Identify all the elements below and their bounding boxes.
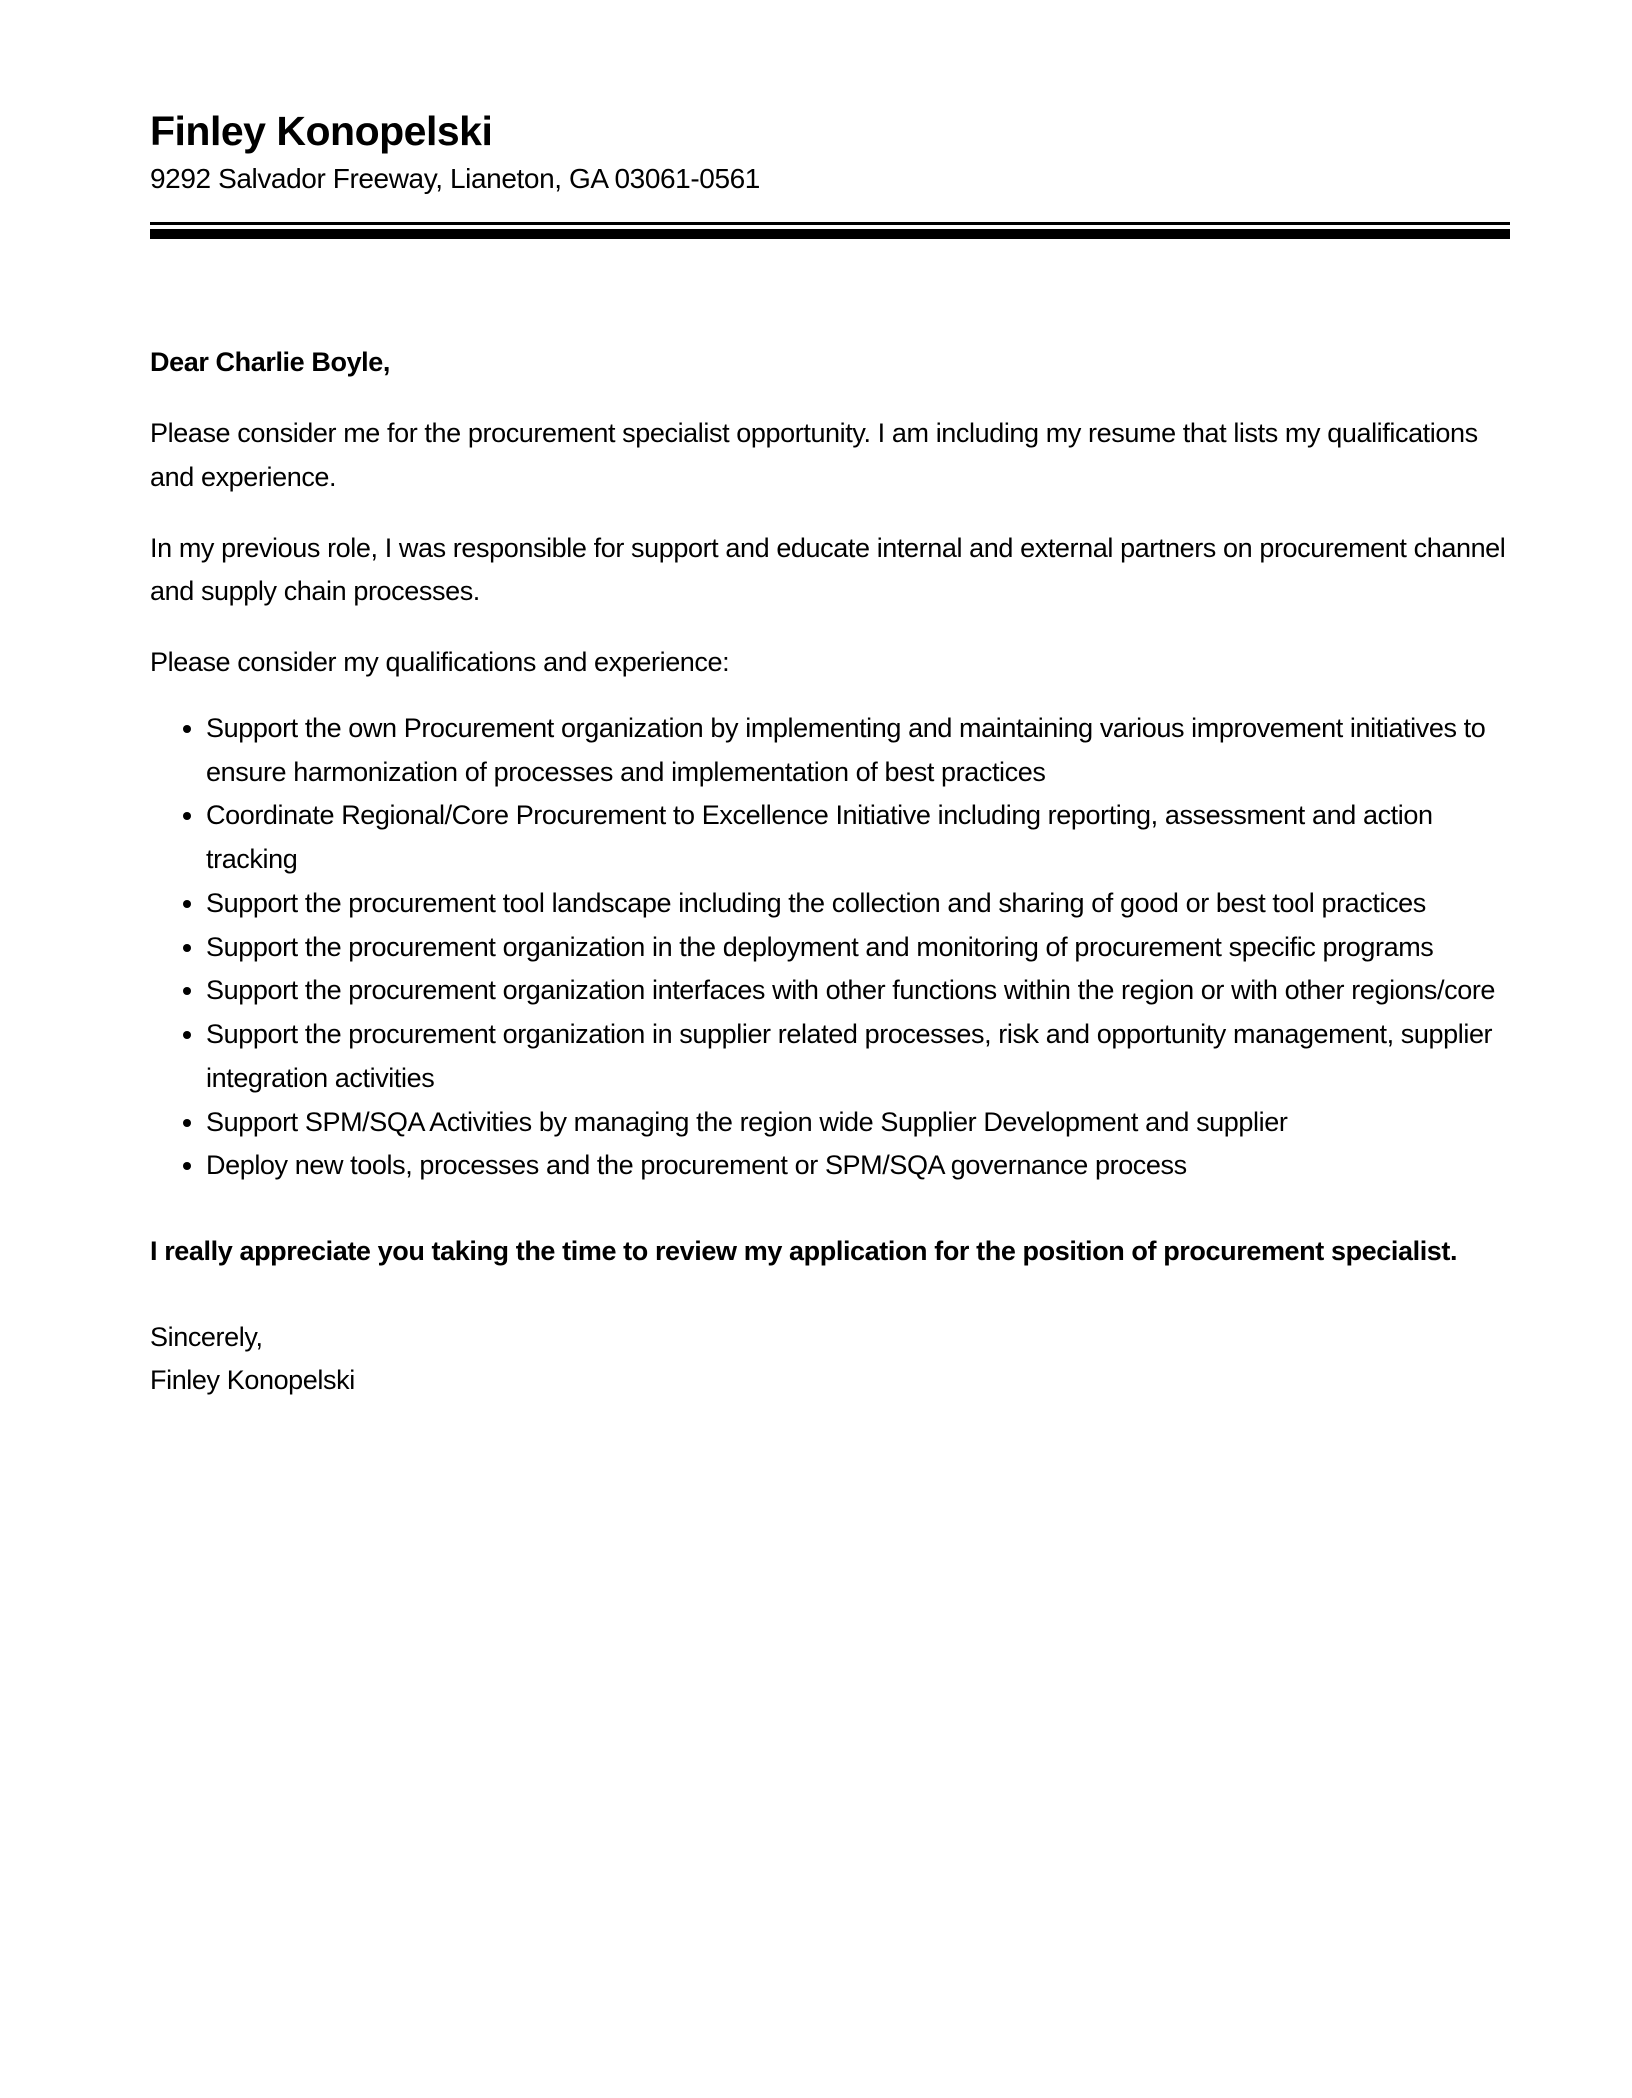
divider-thick-line xyxy=(150,229,1510,239)
qualification-item: • Support the procurement organization in the deployment and monitoring of procurement specific programs xyxy=(206,926,1496,970)
header-divider xyxy=(150,222,1510,239)
signoff: Sincerely, xyxy=(150,1321,263,1352)
paragraph-opening: Please consider me for the procurement specialist opportunity. I am including my resume that lists my qualifications and experience. xyxy=(150,418,1478,492)
letter-body xyxy=(150,341,1510,1404)
qualification-item: • Support SPM/SQA Activities by managing the region wide Supplier Development and supplier xyxy=(206,1101,1496,1145)
qualification-item: • Coordinate Regional/Core Procurement to Excellence Initiative including reporting, assessment and action tracking xyxy=(206,794,1496,881)
qualification-item: • Support the procurement organization in supplier related processes, risk and opportunity management, supplier integration activities xyxy=(206,1013,1496,1100)
letter-header xyxy=(150,108,1510,239)
qualifications-list xyxy=(150,707,1510,1188)
signature-name: Finley Konopelski xyxy=(150,1365,355,1396)
paragraph-previous-role: In my previous role, I was responsible for support and educate internal and external partners on procurement channel and supply chain processes. xyxy=(150,532,1506,607)
qualification-item: • Support the procurement tool landscape including the collection and sharing of good or best tool practices xyxy=(206,882,1496,926)
qualification-item: • Support the procurement organization interfaces with other functions within the region or with other regions/core xyxy=(206,969,1496,1013)
divider-thin-line xyxy=(150,222,1510,225)
closing-emphasis: I really appreciate you taking the time to review my application for the position of procurement specialist. xyxy=(150,1236,1458,1267)
sender-name: Finley Konopelski xyxy=(150,108,493,154)
paragraph-qualifications-lead: Please consider my qualifications and experience: xyxy=(150,647,730,678)
sender-address: 9292 Salvador Freeway, Lianeton, GA 03061-0561 xyxy=(150,163,760,195)
salutation: Dear Charlie Boyle, xyxy=(150,346,391,377)
qualification-item: • Support the own Procurement organization by implementing and maintaining various improvement initiatives to ensure harmonization of processes and implementation of best practices xyxy=(206,707,1496,794)
qualification-item: • Deploy new tools, processes and the procurement or SPM/SQA governance process xyxy=(206,1144,1496,1188)
